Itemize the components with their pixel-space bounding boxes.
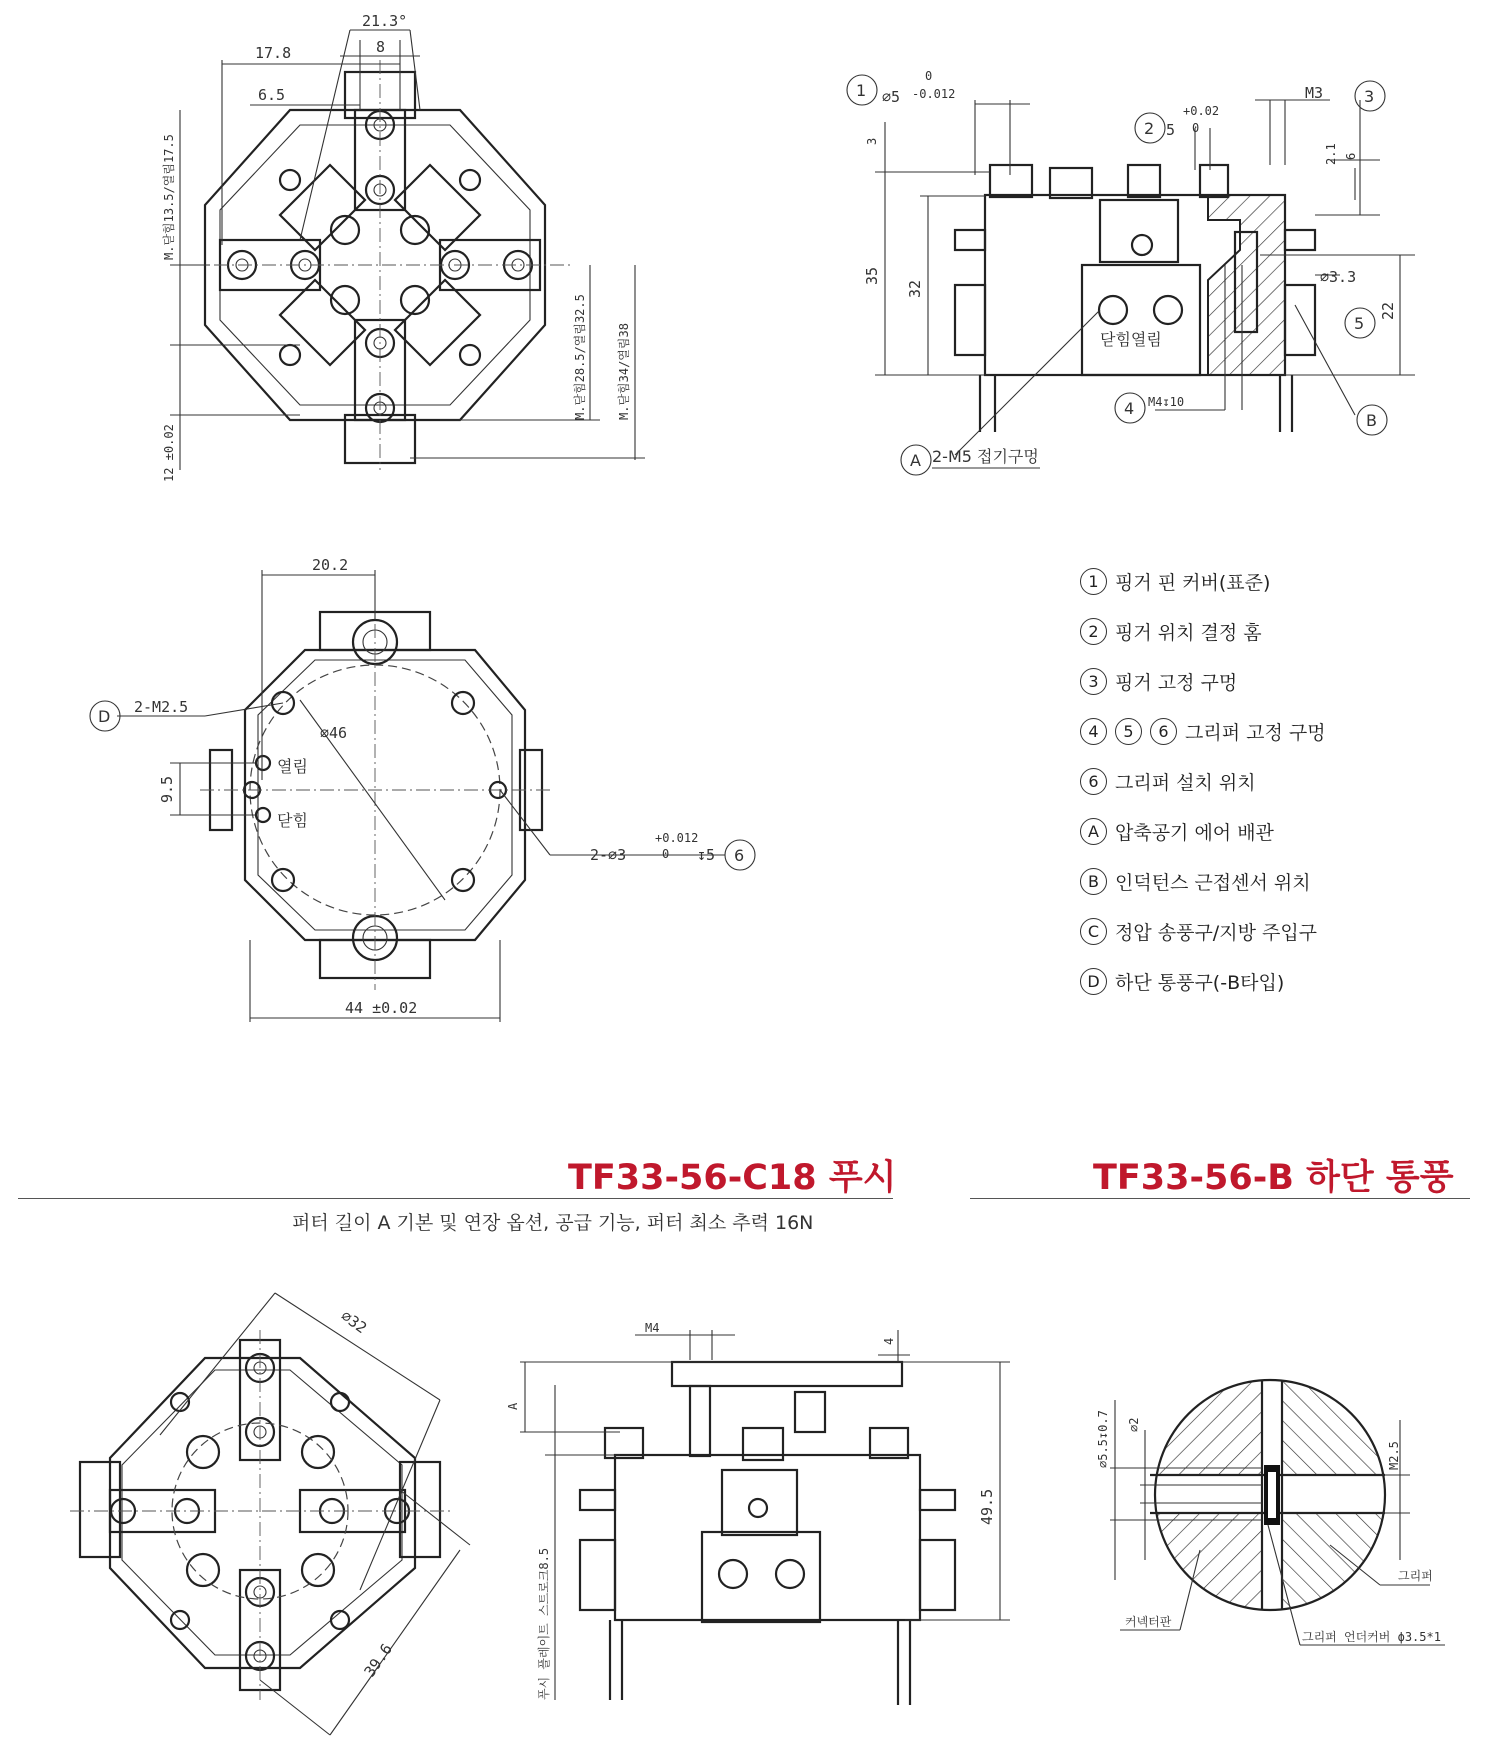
tol-2phi3-upper: +0.012: [655, 831, 699, 845]
legend-item: [1080, 916, 1440, 946]
legend-item: [1080, 716, 1440, 746]
dim-44: 44 ±0.02: [345, 999, 418, 1017]
legend-badge: 1: [1080, 568, 1107, 595]
legend-badge: 4: [1080, 718, 1107, 745]
badge-5: [1345, 308, 1375, 338]
legend: [1080, 566, 1440, 1016]
section-title-left: TF33-56-C18 푸시: [568, 1158, 897, 1198]
bottom-right-view: [1096, 1380, 1445, 1645]
dim-6-5: 6.5: [258, 86, 286, 104]
svg-text:5: 5: [1354, 314, 1365, 333]
badge-2: [1135, 113, 1165, 143]
dim-12: 12 ±0.02: [162, 424, 176, 482]
legend-item: [1080, 866, 1440, 896]
badge-b: [1357, 405, 1387, 435]
legend-item: [1080, 966, 1440, 996]
bottom-left-view: [70, 1293, 470, 1735]
legend-badge: 6: [1150, 718, 1177, 745]
dim-22: 22: [1379, 301, 1397, 320]
label-connector: 커넥터판: [1125, 1615, 1172, 1629]
badge-4: [1115, 393, 1145, 423]
svg-text:1: 1: [856, 81, 867, 100]
label-undercover: 그리퍼 언더커버 ϕ3.5*1: [1302, 1630, 1441, 1644]
tol-phi5-upper: 0: [925, 69, 933, 83]
label-m3: M3: [1305, 84, 1324, 102]
text-open: 열림: [277, 757, 308, 776]
legend-text: 핑거 핀 커버(표준): [1115, 571, 1271, 594]
label-m4: M4↧10: [1148, 395, 1185, 409]
dim-6: 6: [1344, 152, 1358, 160]
dim-9-5: 9.5: [158, 775, 176, 803]
dim-3: 3: [865, 137, 879, 145]
section-rule-right: [970, 1198, 1470, 1199]
label-d: 2-M2.5: [134, 698, 189, 716]
dim-close-open-right2: M.닫힘34/열림38: [617, 323, 631, 420]
dim-39-6: 39.6: [360, 1640, 396, 1681]
label-5: 5: [1166, 121, 1176, 139]
legend-text: 압축공기 에어 배관: [1115, 821, 1274, 844]
legend-badge: 6: [1080, 768, 1107, 795]
legend-badge: 3: [1080, 668, 1107, 695]
svg-text:A: A: [910, 451, 921, 470]
dim-2-1: 2.1: [1324, 143, 1338, 165]
dim-4: 4: [882, 1337, 896, 1345]
legend-item: [1080, 566, 1440, 596]
svg-text:2: 2: [1144, 119, 1155, 138]
dim-32: 32: [906, 279, 924, 298]
dim-8: 8: [376, 38, 386, 56]
dim-phi2: ⌀2: [1127, 1417, 1141, 1432]
dim-angle: 21.3°: [362, 12, 408, 30]
dim-close-open-right1: M.닫힘28.5/열림32.5: [573, 294, 587, 420]
depth-symbol: ↧5: [697, 846, 716, 864]
section-title-right: TF33-56-B 하단 통풍: [1093, 1158, 1454, 1198]
text-close: 닫힘: [277, 811, 308, 830]
legend-text: 인덕턴스 근접센서 위치: [1115, 871, 1311, 894]
dim-stroke: 푸시 플레이트 스트로크8.5: [537, 1547, 551, 1700]
dim-35: 35: [863, 266, 881, 285]
svg-text:4: 4: [1124, 399, 1135, 418]
badge-6: [725, 840, 755, 870]
label-air-hole: 2-M5 접기구멍: [932, 447, 1039, 466]
dim-m2-5: M2.5: [1387, 1441, 1401, 1470]
dim-phi32: ⌀32: [337, 1306, 371, 1338]
dim-17-8: 17.8: [255, 44, 292, 62]
text-close-open: 닫힘열림: [1100, 330, 1162, 349]
legend-badge: B: [1080, 868, 1107, 895]
svg-text:6: 6: [734, 846, 745, 865]
badge-d: [90, 701, 120, 731]
svg-text:D: D: [98, 707, 111, 726]
tol-2phi3-lower: 0: [662, 847, 670, 861]
dim-close-open-left: M.닫힘13.5/열림17.5: [162, 134, 176, 260]
dim-phi3-3: ⌀3.3: [1320, 268, 1357, 286]
legend-item: [1080, 616, 1440, 646]
top-right-view: [863, 69, 1415, 468]
legend-badge: C: [1080, 918, 1107, 945]
svg-text:3: 3: [1364, 87, 1375, 106]
legend-text: 핑거 위치 결정 홈: [1115, 621, 1262, 644]
dim-49-5: 49.5: [978, 1488, 996, 1525]
label-phi5: ⌀5: [882, 88, 901, 106]
dim-phi46: ⌀46: [320, 724, 348, 742]
legend-text: 그리퍼 고정 구멍: [1185, 721, 1326, 744]
badge-a: [901, 445, 931, 475]
dim-phi5-5: ⌀5.5↧0.7: [1096, 1410, 1110, 1468]
mid-left-view: [117, 556, 725, 1022]
top-left-view: [161, 12, 645, 482]
section-subtitle-left: 퍼터 길이 A 기본 및 연장 옵션, 공급 기능, 퍼터 최소 추력 16N: [292, 1212, 814, 1234]
legend-text: 정압 송풍구/지방 주입구: [1115, 921, 1318, 944]
tol-5-upper: +0.02: [1183, 104, 1220, 118]
badge-1: [847, 75, 877, 105]
tol-5-lower: 0: [1192, 121, 1200, 135]
dim-20-2: 20.2: [312, 556, 349, 574]
legend-badge: 5: [1115, 718, 1142, 745]
legend-text: 하단 통풍구(-B타입): [1115, 971, 1285, 994]
legend-text: 그리퍼 설치 위치: [1115, 771, 1256, 794]
section-rule-left: [18, 1198, 893, 1199]
label-gripper: 그리퍼: [1398, 1569, 1433, 1583]
legend-badge: D: [1080, 968, 1107, 995]
bottom-mid-view: [506, 1321, 1010, 1705]
svg-text:B: B: [1366, 411, 1377, 430]
label-m4-bottom: M4: [645, 1321, 660, 1335]
dim-a: A: [506, 1402, 520, 1410]
legend-badge: 2: [1080, 618, 1107, 645]
badge-3: [1355, 81, 1385, 111]
legend-badge: A: [1080, 818, 1107, 845]
legend-item: [1080, 766, 1440, 796]
legend-item: [1080, 666, 1440, 696]
tol-phi5-lower: -0.012: [912, 87, 956, 101]
dim-2phi3: 2-⌀3: [590, 846, 627, 864]
legend-text: 핑거 고정 구멍: [1115, 671, 1238, 694]
legend-item: [1080, 816, 1440, 846]
